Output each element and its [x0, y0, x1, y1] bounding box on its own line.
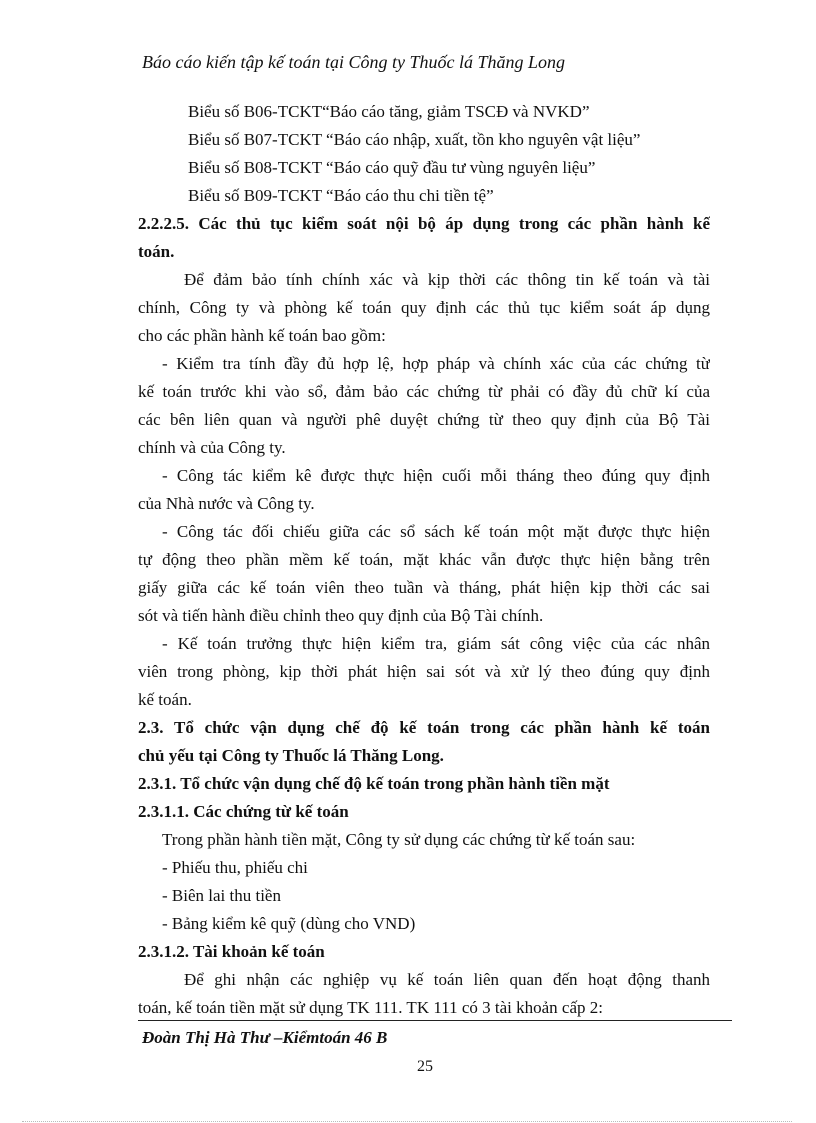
form-item: Biểu số B08-TCKT “Báo cáo quỹ đầu tư vùng nguyên liệu”	[188, 158, 596, 177]
control-item-line: kế toán.	[138, 690, 192, 709]
form-item: Biểu số B09-TCKT “Báo cáo thu chi tiền tệ”	[188, 186, 494, 205]
control-item-line: - Công tác kiểm kê được thực hiện cuối mỗi tháng theo đúng quy định	[162, 466, 710, 485]
control-item-line: sót và tiến hành điều chỉnh theo quy định của Bộ Tài chính.	[138, 606, 544, 625]
page-number: 25	[417, 1058, 433, 1075]
vouchers-intro: Trong phần hành tiền mặt, Công ty sử dụng các chứng từ kế toán sau:	[162, 830, 636, 849]
page-bottom-dotted-line	[22, 1121, 792, 1122]
control-item-line: tự động theo phần mềm kế toán, mặt khác vẫn được thực hiện bằng trên	[138, 550, 710, 569]
accounts-paragraph-line: Để ghi nhận các nghiệp vụ kế toán liên quan đến hoạt động thanh	[184, 970, 710, 989]
accounts-paragraph-line: toán, kế toán tiền mặt sử dụng TK 111. TK 111 có 3 tài khoản cấp 2:	[138, 998, 603, 1017]
section-2-2-2-5-heading: 2.2.2.5. Các thủ tục kiểm soát nội bộ áp dụng trong các phần hành kế	[138, 214, 710, 233]
footer-author: Đoàn Thị Hà Thư –Kiểmtoán 46 B	[142, 1028, 388, 1047]
control-item-line: kế toán trước khi vào sổ, đảm bảo các chứng từ phải có đầy đủ chữ kí của	[138, 382, 710, 401]
section-2-3-heading-cont: chủ yếu tại Công ty Thuốc lá Thăng Long.	[138, 746, 444, 765]
control-item-line: chính và của Công ty.	[138, 438, 286, 457]
voucher-item: - Bảng kiểm kê quỹ (dùng cho VND)	[162, 914, 416, 933]
intro-paragraph-line: chính, Công ty và phòng kế toán quy định các thủ tục kiểm soát áp dụng	[138, 298, 710, 317]
intro-paragraph-line: cho các phần hành kế toán bao gồm:	[138, 326, 386, 345]
section-2-3-heading: 2.3. Tổ chức vận dụng chế độ kế toán trong các phần hành kế toán	[138, 718, 710, 737]
control-item-line: giấy giữa các kế toán viên theo tuần và tháng, phát hiện kịp thời các sai	[138, 578, 710, 597]
control-item-line: viên trong phòng, kịp thời phát hiện sai sót và xử lý theo đúng quy định	[138, 662, 710, 681]
page-content	[138, 98, 710, 1022]
voucher-item: - Phiếu thu, phiếu chi	[162, 858, 308, 877]
section-2-3-1-2-heading: 2.3.1.2. Tài khoản kế toán	[138, 942, 325, 961]
voucher-item: - Biên lai thu tiền	[162, 886, 281, 905]
control-item-line: của Nhà nước và Công ty.	[138, 494, 315, 513]
running-header: Báo cáo kiến tập kế toán tại Công ty Thuốc lá Thăng Long	[142, 52, 565, 72]
control-item-line: các bên liên quan và người phê duyệt chứng từ theo quy định của Bộ Tài	[138, 410, 710, 429]
section-2-3-1-1-heading: 2.3.1.1. Các chứng từ kế toán	[138, 802, 349, 821]
form-item: Biểu số B07-TCKT “Báo cáo nhập, xuất, tồn kho nguyên vật liệu”	[188, 130, 641, 149]
section-2-2-2-5-heading-cont: toán.	[138, 242, 175, 261]
form-item: Biểu số B06-TCKT“Báo cáo tăng, giảm TSCĐ và NVKD”	[188, 102, 590, 121]
control-item-line: - Kế toán trưởng thực hiện kiểm tra, giám sát công việc của các nhân	[162, 634, 710, 653]
control-item-line: - Công tác đối chiếu giữa các sổ sách kế toán một mặt được thực hiện	[162, 522, 710, 541]
intro-paragraph-line: Để đảm bảo tính chính xác và kịp thời các thông tin kế toán và tài	[184, 270, 710, 289]
section-2-3-1-heading: 2.3.1. Tổ chức vận dụng chế độ kế toán trong phần hành tiền mặt	[138, 774, 610, 793]
footer-divider	[138, 1020, 732, 1021]
control-item-line: - Kiểm tra tính đầy đủ hợp lệ, hợp pháp và chính xác của các chứng từ	[162, 354, 710, 373]
